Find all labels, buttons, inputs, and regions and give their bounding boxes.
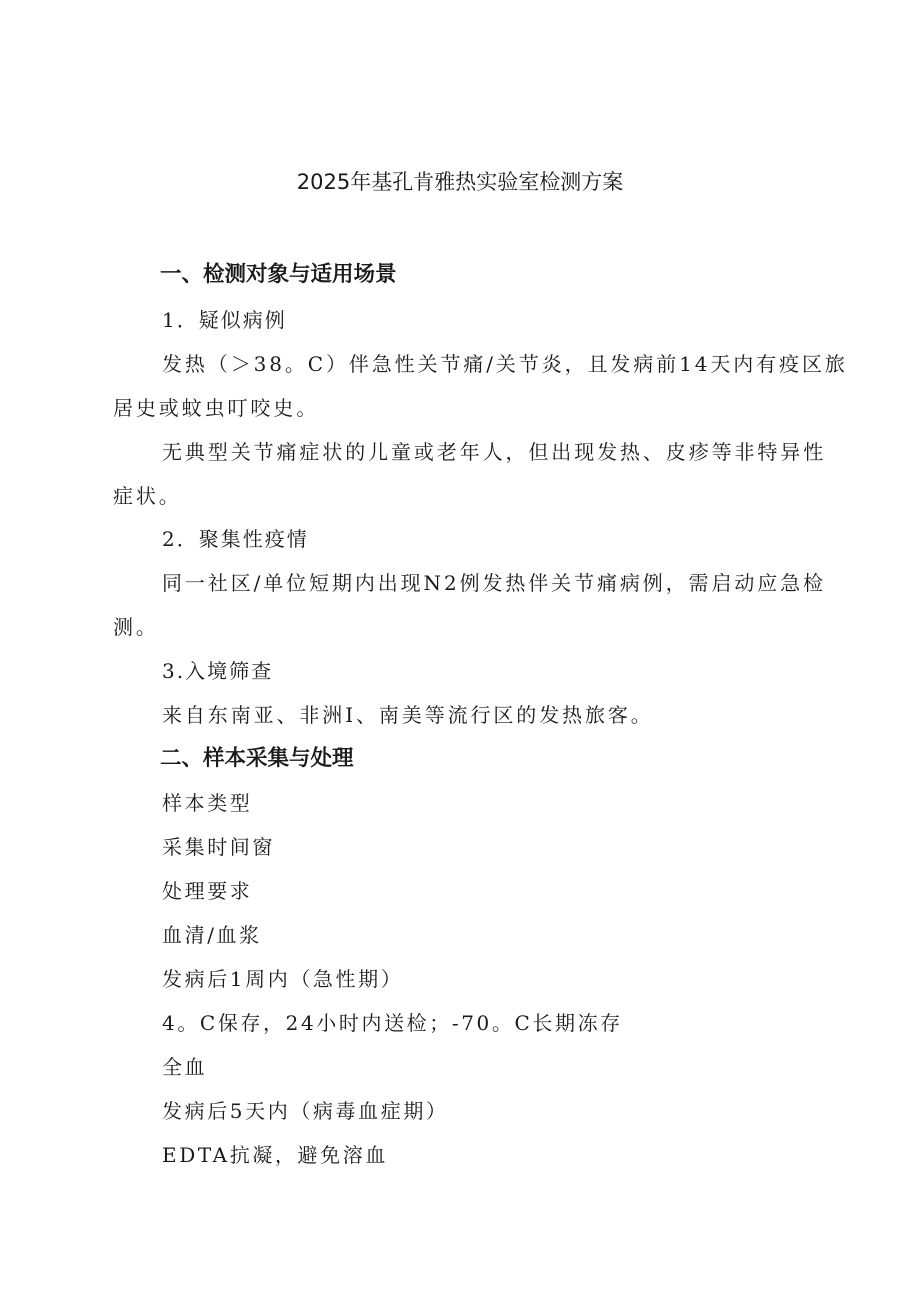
list-item-within-five-days: 发病后5天内（病毒血症期） (162, 1099, 449, 1123)
list-item-edta-anticoagulation: EDTA抗凝，避免溶血 (162, 1143, 388, 1167)
document-title: 2025年基孔肯雅热实验室检测方案 (296, 170, 624, 194)
list-item-collection-window: 采集时间窗 (162, 835, 275, 859)
section-heading-detection-targets: 一、检测对象与适用场景 (160, 262, 397, 287)
list-item-whole-blood: 全血 (162, 1055, 208, 1079)
paragraph-suspected-cases-line-1: 发热（＞38。C）伴急性关节痛/关节炎，且发病前14天内有疫区旅 (162, 352, 848, 376)
paragraph-suspected-cases-line-2: 居史或蚊虫叮咬史。 (113, 396, 320, 420)
list-item-serum-plasma: 血清/血浆 (162, 923, 262, 947)
list-item-handling-requirements: 处理要求 (162, 879, 253, 903)
paragraph-atypical-cases-line-2: 症状。 (113, 484, 182, 508)
paragraph-cluster-outbreak-line-1: 同一社区/单位短期内出现N2例发热伴关节痛病例，需启动应急检 (162, 571, 826, 595)
subheading-entry-screening: 3.入境筛查 (162, 659, 274, 683)
paragraph-cluster-outbreak-line-2: 测。 (113, 615, 159, 639)
list-item-storage-requirements: 4。C保存，24小时内送检；-70。C长期冻存 (162, 1011, 623, 1035)
subheading-cluster-outbreak: 2．聚集性疫情 (162, 527, 309, 551)
list-item-within-one-week: 发病后1周内（急性期） (162, 967, 404, 991)
paragraph-atypical-cases-line-1: 无典型关节痛症状的儿童或老年人，但出现发热、皮疹等非特异性 (162, 440, 827, 464)
paragraph-entry-screening: 来自东南亚、非洲I、南美等流行区的发热旅客。 (162, 703, 654, 727)
list-item-sample-type: 样本类型 (162, 791, 253, 815)
subheading-suspected-cases: 1．疑似病例 (162, 308, 287, 332)
section-heading-sample-collection: 二、样本采集与处理 (160, 746, 354, 771)
